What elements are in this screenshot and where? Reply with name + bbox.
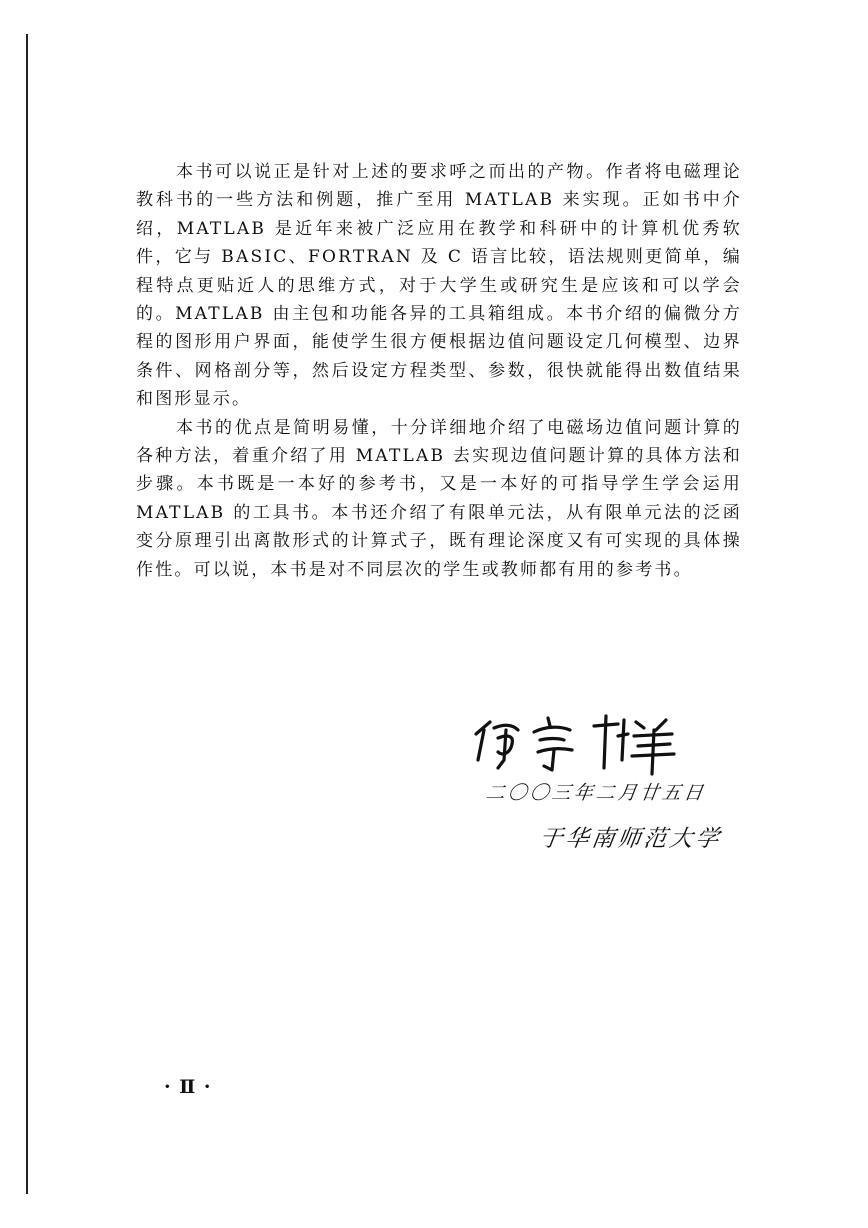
binding-edge-line	[26, 34, 28, 1194]
signature-date: 二〇〇三年二月廿五日	[484, 782, 708, 804]
preface-paragraph-2: 本书的优点是简明易懂，十分详细地介绍了电磁场边值问题计算的各种方法，着重介绍了用 MATLAB 去实现边值问题计算的具体方法和步骤。本书既是一本好的参考书，又是一本好的可指导学生学会运用 MATLAB 的工具书。本书还介绍了有限单元法，从有限单元法的泛函变分原理引出离散形式的计算式子，既有理论深度又有可实现的具体操作性。可以说，本书是对不同层次的学生或教师都有用的参考书。	[136, 417, 742, 580]
preface-paragraph-1: 本书可以说正是针对上述的要求呼之而出的产物。作者将电磁理论教科书的一些方法和例题，推广至用 MATLAB 来实现。正如书中介绍，MATLAB 是近年来被广泛应用在教学和科研中的计算机优秀软件，它与 BASIC、FORTRAN 及 C 语言比较，语法规则更简单，编程特点更贴近人的思维方式，对于大学生或研究生是应该和可以学会的。MATLAB 由主包和功能各异的工具箱组成。本书介绍的偏微分方程的图形用户界面，能使学生很方便根据边值问题设定几何模型、边界条件、网格剖分等，然后设定方程类型、参数，很快就能得出数值结果和图形显示。	[136, 162, 742, 410]
preface-body	[136, 158, 742, 584]
signature-place: 于华南师范大学	[537, 826, 724, 852]
page-number: · Ⅱ ·	[164, 1076, 212, 1098]
handwritten-signature	[468, 708, 688, 778]
